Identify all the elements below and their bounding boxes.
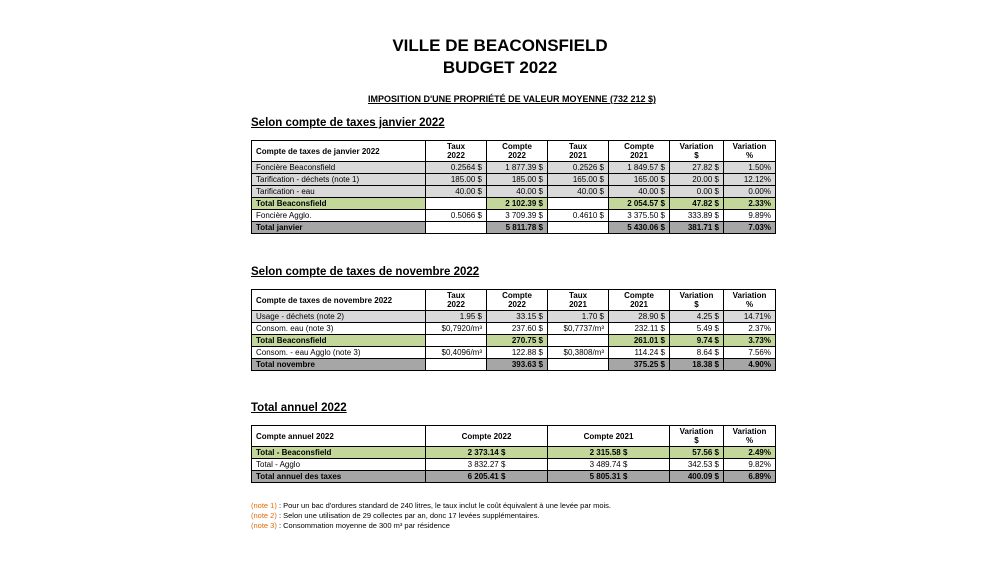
- cell-value: 2.49%: [724, 447, 776, 459]
- cell-value: 3.73%: [724, 335, 776, 347]
- cell-value: 6.89%: [724, 471, 776, 483]
- cell-value: [426, 222, 487, 234]
- cell-value: 5.49 $: [670, 323, 724, 335]
- cell-value: 114.24 $: [609, 347, 670, 359]
- cell-value: 14.71%: [724, 311, 776, 323]
- section-title-annuel: Total annuel 2022: [251, 402, 347, 414]
- note-ref: (note 1): [251, 501, 277, 510]
- note-ref: (note 3): [251, 521, 277, 530]
- cell-value: 7.03%: [724, 222, 776, 234]
- column-header: Variation $: [670, 426, 724, 447]
- row-label: Total janvier: [252, 222, 426, 234]
- cell-value: 5 430.06 $: [609, 222, 670, 234]
- cell-value: 185.00 $: [426, 174, 487, 186]
- cell-value: [426, 198, 487, 210]
- column-header: Compte 2022: [426, 426, 548, 447]
- table-row: [252, 222, 776, 234]
- cell-value: 4.25 $: [670, 311, 724, 323]
- cell-value: 2.33%: [724, 198, 776, 210]
- table-novembre: [251, 289, 776, 371]
- column-header: Variation %: [724, 141, 776, 162]
- cell-value: 0.4610 $: [548, 210, 609, 222]
- notes-block: [251, 501, 611, 531]
- table-annuel: [251, 425, 776, 483]
- column-header: Compte de taxes de novembre 2022: [252, 290, 426, 311]
- section-title-novembre: Selon compte de taxes de novembre 2022: [251, 266, 480, 278]
- cell-value: 3 489.74 $: [548, 459, 670, 471]
- table-row: [252, 347, 776, 359]
- row-label: Total - Agglo: [252, 459, 426, 471]
- cell-value: 6 205.41 $: [426, 471, 548, 483]
- cell-value: 4.90%: [724, 359, 776, 371]
- cell-value: 2 315.58 $: [548, 447, 670, 459]
- note-line: [251, 511, 611, 521]
- cell-value: 0.2526 $: [548, 162, 609, 174]
- cell-value: 393.63 $: [487, 359, 548, 371]
- table-row: [252, 471, 776, 483]
- row-label: Usage - déchets (note 2): [252, 311, 426, 323]
- cell-value: 0.00 $: [670, 186, 724, 198]
- column-header: Taux 2021: [548, 141, 609, 162]
- cell-value: 3 375.50 $: [609, 210, 670, 222]
- table-row: [252, 174, 776, 186]
- note-line: [251, 501, 611, 511]
- row-label: Total Beaconsfield: [252, 335, 426, 347]
- budget-title: BUDGET 2022: [442, 58, 558, 77]
- column-header: Compte 2022: [487, 290, 548, 311]
- column-header: Compte 2021: [609, 141, 670, 162]
- row-label: Consom. eau (note 3): [252, 323, 426, 335]
- cell-value: 33.15 $: [487, 311, 548, 323]
- cell-value: 27.82 $: [670, 162, 724, 174]
- cell-value: $0,7920/m³: [426, 323, 487, 335]
- cell-value: 237.60 $: [487, 323, 548, 335]
- cell-value: 40.00 $: [609, 186, 670, 198]
- cell-value: 270.75 $: [487, 335, 548, 347]
- cell-value: 232.11 $: [609, 323, 670, 335]
- row-label: Tarification - déchets (note 1): [252, 174, 426, 186]
- row-label: Consom. - eau Agglo (note 3): [252, 347, 426, 359]
- column-header: Variation $: [670, 290, 724, 311]
- table-row: [252, 323, 776, 335]
- table-row: [252, 459, 776, 471]
- cell-value: [548, 335, 609, 347]
- cell-value: 40.00 $: [548, 186, 609, 198]
- cell-value: 185.00 $: [487, 174, 548, 186]
- cell-value: 12.12%: [724, 174, 776, 186]
- column-header: Compte de taxes de janvier 2022: [252, 141, 426, 162]
- cell-value: 2 373.14 $: [426, 447, 548, 459]
- page-subtitle: IMPOSITION D'UNE PROPRIÉTÉ DE VALEUR MOYENNE (732 212 $): [367, 94, 657, 104]
- row-label: Foncière Beaconsfield: [252, 162, 426, 174]
- column-header: Taux 2022: [426, 290, 487, 311]
- note-ref: (note 2): [251, 511, 277, 520]
- cell-value: 1 877.39 $: [487, 162, 548, 174]
- note-line: [251, 521, 611, 531]
- cell-value: 9.74 $: [670, 335, 724, 347]
- table-janvier: [251, 140, 776, 234]
- cell-value: [548, 198, 609, 210]
- row-label: Total - Beaconsfield: [252, 447, 426, 459]
- row-label: Tarification - eau: [252, 186, 426, 198]
- table-row: [252, 162, 776, 174]
- table-row: [252, 198, 776, 210]
- cell-value: 2.37%: [724, 323, 776, 335]
- cell-value: $0,3808/m³: [548, 347, 609, 359]
- cell-value: 3 832.27 $: [426, 459, 548, 471]
- cell-value: 122.88 $: [487, 347, 548, 359]
- column-header: Variation %: [724, 426, 776, 447]
- table-header-row: [252, 426, 776, 447]
- cell-value: 9.89%: [724, 210, 776, 222]
- section-title-janvier: Selon compte de taxes janvier 2022: [251, 117, 445, 129]
- note-text: : Pour un bac d'ordures standard de 240 litres, le taux inclut le coût équivalent à une levée par mois.: [276, 501, 611, 510]
- cell-value: 8.64 $: [670, 347, 724, 359]
- page-title: VILLE DE BEACONSFIELD: [392, 36, 608, 55]
- cell-value: 1.50%: [724, 162, 776, 174]
- cell-value: 5 805.31 $: [548, 471, 670, 483]
- cell-value: 2 102.39 $: [487, 198, 548, 210]
- row-label: Total annuel des taxes: [252, 471, 426, 483]
- cell-value: 20.00 $: [670, 174, 724, 186]
- column-header: Compte 2021: [609, 290, 670, 311]
- cell-value: 47.82 $: [670, 198, 724, 210]
- table-row: [252, 311, 776, 323]
- row-label: Total novembre: [252, 359, 426, 371]
- cell-value: 165.00 $: [548, 174, 609, 186]
- cell-value: [426, 335, 487, 347]
- cell-value: 28.90 $: [609, 311, 670, 323]
- column-header: Taux 2022: [426, 141, 487, 162]
- cell-value: $0,4096/m³: [426, 347, 487, 359]
- cell-value: 0.2564 $: [426, 162, 487, 174]
- cell-value: 381.71 $: [670, 222, 724, 234]
- column-header: Variation $: [670, 141, 724, 162]
- cell-value: 400.09 $: [670, 471, 724, 483]
- cell-value: 165.00 $: [609, 174, 670, 186]
- note-text: : Consommation moyenne de 300 m³ par résidence: [276, 521, 450, 530]
- table-row: [252, 186, 776, 198]
- cell-value: [548, 222, 609, 234]
- column-header: Compte 2022: [487, 141, 548, 162]
- cell-value: 5 811.78 $: [487, 222, 548, 234]
- table-row: [252, 447, 776, 459]
- cell-value: 1 849.57 $: [609, 162, 670, 174]
- cell-value: 57.56 $: [670, 447, 724, 459]
- cell-value: 2 054.57 $: [609, 198, 670, 210]
- cell-value: 3 709.39 $: [487, 210, 548, 222]
- cell-value: 40.00 $: [426, 186, 487, 198]
- table-row: [252, 210, 776, 222]
- column-header: Variation %: [724, 290, 776, 311]
- cell-value: 18.38 $: [670, 359, 724, 371]
- column-header: Compte 2021: [548, 426, 670, 447]
- cell-value: [548, 359, 609, 371]
- table-row: [252, 359, 776, 371]
- cell-value: $0,7737/m³: [548, 323, 609, 335]
- row-label: Foncière Agglo.: [252, 210, 426, 222]
- table-header-row: [252, 290, 776, 311]
- cell-value: 261.01 $: [609, 335, 670, 347]
- cell-value: 333.89 $: [670, 210, 724, 222]
- cell-value: 7.56%: [724, 347, 776, 359]
- cell-value: 0.00%: [724, 186, 776, 198]
- table-header-row: [252, 141, 776, 162]
- column-header: Taux 2021: [548, 290, 609, 311]
- table-row: [252, 335, 776, 347]
- cell-value: 1.70 $: [548, 311, 609, 323]
- cell-value: 0.5066 $: [426, 210, 487, 222]
- cell-value: [426, 359, 487, 371]
- cell-value: 9.82%: [724, 459, 776, 471]
- row-label: Total Beaconsfield: [252, 198, 426, 210]
- cell-value: 1.95 $: [426, 311, 487, 323]
- note-text: : Selon une utilisation de 29 collectes par an, donc 17 levées supplémentaires.: [276, 511, 540, 520]
- cell-value: 375.25 $: [609, 359, 670, 371]
- cell-value: 40.00 $: [487, 186, 548, 198]
- cell-value: 342.53 $: [670, 459, 724, 471]
- column-header: Compte annuel 2022: [252, 426, 426, 447]
